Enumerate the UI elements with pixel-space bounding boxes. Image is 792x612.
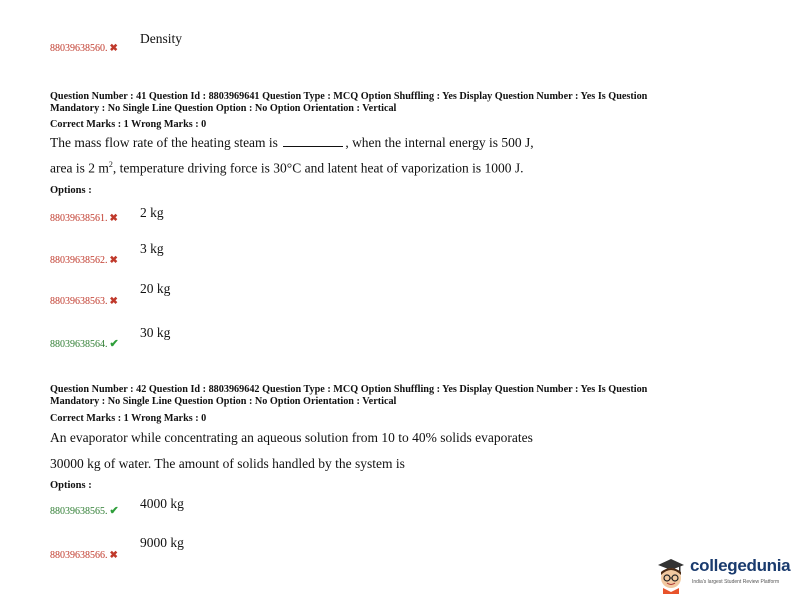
brand-tagline: India's largest Student Review Platform <box>692 579 780 585</box>
q42-text-line1: An evaporator while concentrating an aqueous solution from 10 to 40% solids evaporates <box>50 430 533 445</box>
fill-blank <box>283 136 343 147</box>
option-id: 88039638561. <box>50 213 108 224</box>
q41-option-4 <box>50 334 119 352</box>
q41-text2-part-b: , temperature driving force is 30°C and latent heat of vaporization is 1000 J. <box>112 160 524 176</box>
option-text: Density <box>140 31 182 46</box>
option-id: 88039638562. <box>50 255 108 266</box>
option-text: 30 kg <box>140 325 171 340</box>
wrong-mark-icon: ✖ <box>109 550 118 561</box>
q41-meta <box>50 91 647 115</box>
q42-text-line2: 30000 kg of water. The amount of solids handled by the system is <box>50 456 405 471</box>
q42-meta-line2: Mandatory : No Single Line Question Option : No Option Orientation : Vertical <box>50 396 397 407</box>
option-text: 2 kg <box>140 205 164 220</box>
q42-options-label: Options : <box>50 480 92 491</box>
q41-text2-part-a: area is 2 m <box>50 160 109 176</box>
brand-name: collegedunia <box>690 556 791 575</box>
q41-meta-line1: Question Number : 41 Question Id : 8803969641 Question Type : MCQ Option Shuffling : Yes Display Question Number : Yes Is Question <box>50 91 648 102</box>
option-text: 3 kg <box>140 241 164 256</box>
q42-meta-line1: Question Number : 42 Question Id : 8803969642 Question Type : MCQ Option Shuffling : Yes Display Question Number : Yes Is Question <box>50 384 648 395</box>
q41-option-1 <box>50 208 118 226</box>
q41-text-line1 <box>50 135 534 151</box>
q42-meta <box>50 384 647 408</box>
option-text: 20 kg <box>140 281 171 296</box>
wrong-mark-icon: ✖ <box>109 296 118 307</box>
q41-text-part-b: , when the internal energy is 500 J, <box>345 135 534 150</box>
mascot-icon <box>654 556 688 596</box>
q42-option-2 <box>50 545 118 563</box>
wrong-mark-icon: ✖ <box>109 43 118 54</box>
q41-marks: Correct Marks : 1 Wrong Marks : 0 <box>50 119 207 130</box>
option-id: 88039638563. <box>50 296 108 307</box>
q41-options-label: Options : <box>50 185 92 196</box>
q42-option-1 <box>50 501 119 519</box>
option-row <box>50 38 118 56</box>
option-id: 88039638564. <box>50 339 108 350</box>
option-id: 88039638566. <box>50 550 108 561</box>
q42-marks: Correct Marks : 1 Wrong Marks : 0 <box>50 413 207 424</box>
wrong-mark-icon: ✖ <box>109 213 118 224</box>
correct-check-icon: ✔ <box>109 505 119 517</box>
q41-text-part-a: The mass flow rate of the heating steam is <box>50 135 278 150</box>
option-id: 88039638560. <box>50 43 108 54</box>
option-id: 88039638565. <box>50 506 108 517</box>
correct-check-icon: ✔ <box>109 338 119 350</box>
q41-meta-line2: Mandatory : No Single Line Question Option : No Option Orientation : Vertical <box>50 103 397 114</box>
option-text: 9000 kg <box>140 535 184 550</box>
superscript: 2 <box>108 160 113 169</box>
collegedunia-logo <box>654 554 791 600</box>
q41-option-3 <box>50 291 118 309</box>
q41-text-line2 <box>50 160 524 177</box>
q41-option-2 <box>50 250 118 268</box>
wrong-mark-icon: ✖ <box>109 255 118 266</box>
option-text: 4000 kg <box>140 496 184 511</box>
